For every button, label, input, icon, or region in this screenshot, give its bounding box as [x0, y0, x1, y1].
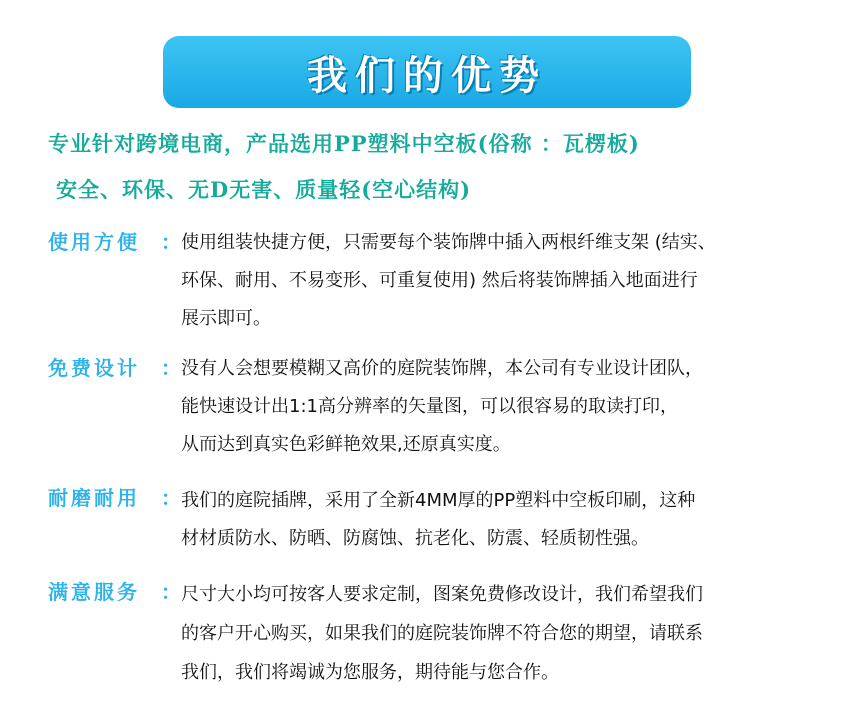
title-banner — [163, 36, 691, 108]
section-label: 满意服务 — [48, 580, 140, 604]
section-text-line: 环保、耐用、不易变形、可重复使用) 然后将装饰牌插入地面进行 — [181, 270, 698, 291]
section-colon: ： — [161, 486, 181, 510]
intro-line-materials: 专业针对跨境电商，产品选用PP塑料中空板(俗称 ：瓦楞板) — [48, 131, 640, 156]
page-title: 我们的优势 — [307, 51, 547, 99]
section-text-line: 我们，我们将竭诚为您服务，期待能与您合作。 — [181, 662, 559, 683]
section-colon: ： — [161, 580, 181, 604]
section-text-line: 使用组装快捷方便，只需要每个装饰牌中插入两根纤维支架 (结实、 — [181, 232, 716, 253]
section-colon: ： — [161, 230, 181, 254]
section-text-line: 材材质防水、防晒、防腐蚀、抗老化、防震、轻质韧性强。 — [181, 528, 649, 549]
section-label: 耐磨耐用 — [48, 486, 140, 510]
section-label: 使用方便 — [48, 230, 140, 254]
section-colon: ： — [161, 356, 181, 380]
section-text-line: 展示即可。 — [181, 308, 271, 329]
section-label: 免费设计 — [48, 356, 140, 380]
section-text-line: 的客户开心购买，如果我们的庭院装饰牌不符合您的期望，请联系 — [181, 623, 703, 644]
section-text-line: 我们的庭院插牌，采用了全新4MM厚的PP塑料中空板印刷，这种 — [181, 490, 696, 511]
intro-line-safety: 安全、环保、无D无害、质量轻(空心结构) — [56, 177, 472, 202]
section-text-line: 尺寸大小均可按客人要求定制，图案免费修改设计，我们希望我们 — [181, 584, 703, 605]
section-text-line: 没有人会想要模糊又高价的庭院装饰牌，本公司有专业设计团队， — [181, 358, 703, 379]
section-text-line: 能快速设计出1:1高分辨率的矢量图，可以很容易的取读打印， — [181, 396, 678, 417]
section-text-line: 从而达到真实色彩鲜艳效果,还原真实度。 — [181, 434, 511, 455]
